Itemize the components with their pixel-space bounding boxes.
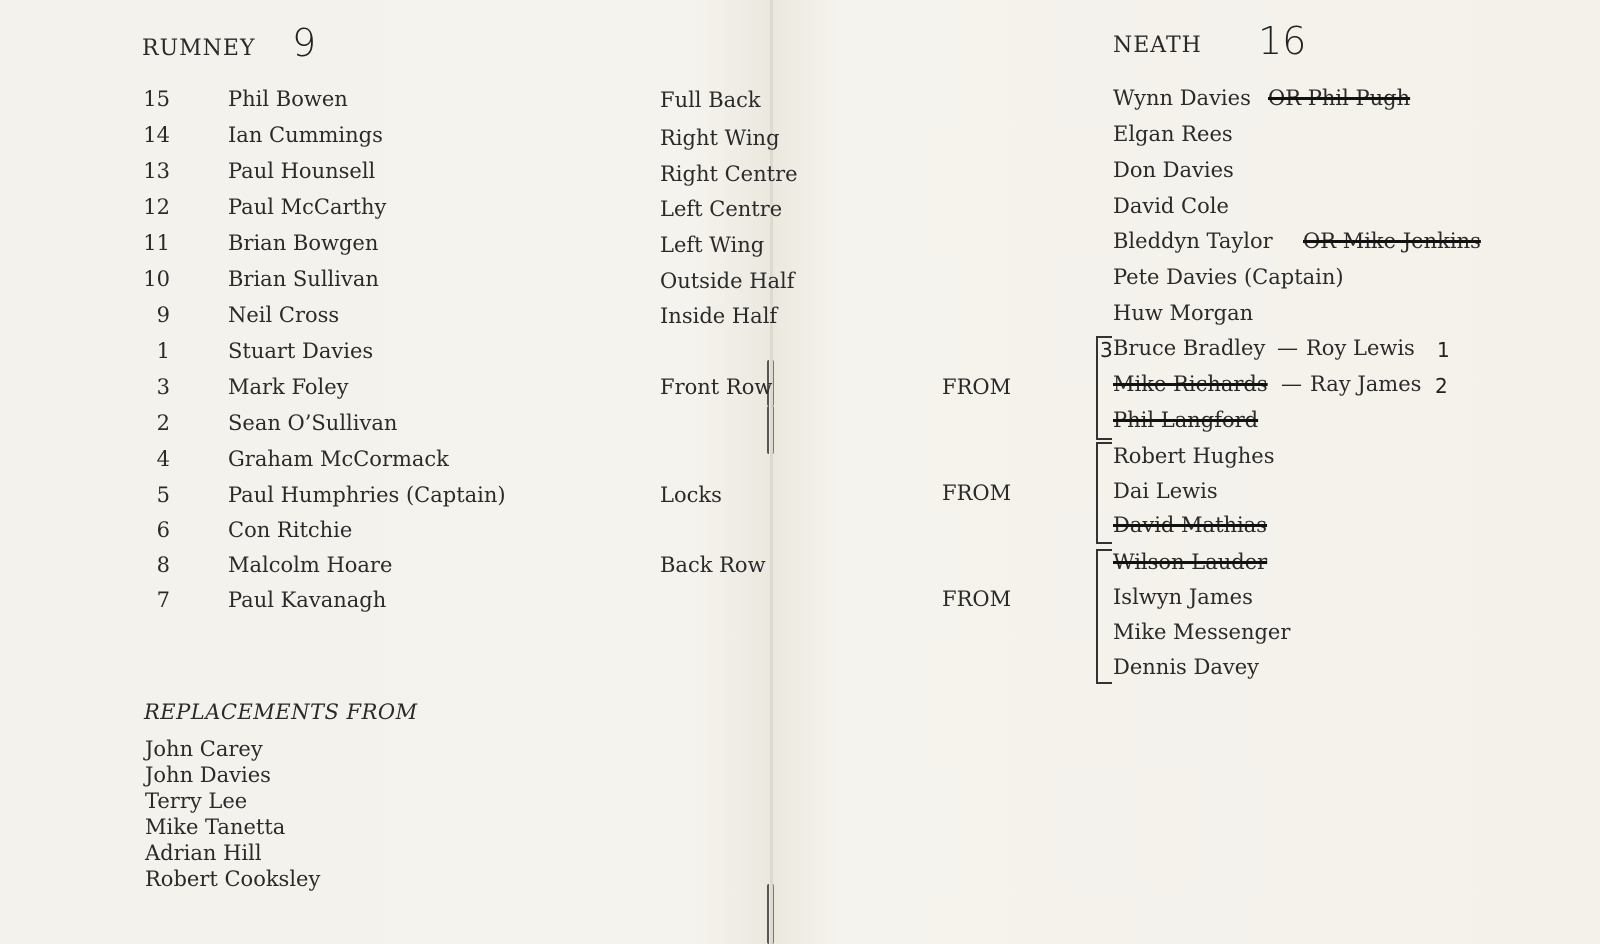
from-label: FROM: [942, 587, 1012, 611]
player-number: 10: [143, 267, 170, 291]
replacement-name: Mike Tanetta: [145, 815, 286, 839]
dash: —: [1277, 336, 1298, 360]
player-name: Don Davies: [1113, 158, 1234, 182]
player-name: Pete Davies (Captain): [1113, 265, 1344, 289]
player-name: Islwyn James: [1113, 585, 1253, 609]
player-number: 13: [143, 159, 170, 183]
player-number: 7: [156, 588, 170, 612]
player-name-crossed-out: Wilson Lauder: [1113, 550, 1268, 574]
player-name: Neil Cross: [228, 303, 340, 327]
replacements-heading: REPLACEMENTS FROM: [144, 700, 418, 724]
player-name: Elgan Rees: [1113, 122, 1233, 146]
player-name: Paul Humphries (Captain): [228, 483, 506, 507]
player-name: Ray James: [1310, 372, 1422, 396]
player-number: 4: [156, 447, 170, 471]
rumney-team-name: RUMNEY: [142, 36, 256, 61]
player-name: Mark Foley: [228, 375, 349, 399]
neath-team-name: NEATH: [1113, 33, 1202, 58]
rumney-score-handwritten: 9: [292, 21, 317, 65]
player-name: Paul Hounsell: [228, 159, 376, 183]
player-name-crossed-out: David Mathias: [1113, 513, 1268, 537]
player-name: Bleddyn Taylor: [1113, 229, 1273, 253]
staple-top-lower: [767, 406, 774, 454]
player-name: Malcolm Hoare: [228, 553, 393, 577]
player-name-crossed-out: Mike Richards: [1113, 372, 1268, 396]
position-label: Outside Half: [660, 269, 795, 293]
player-name: Paul McCarthy: [228, 195, 387, 219]
replacement-name: Robert Cooksley: [145, 867, 321, 891]
left-page: [0, 0, 772, 944]
player-number: 1: [156, 339, 170, 363]
replacement-name: John Davies: [145, 763, 271, 787]
handwritten-annotation: 3: [1100, 338, 1113, 362]
position-label: Full Back: [660, 88, 761, 112]
position-label: Front Row: [660, 375, 773, 399]
from-label: FROM: [942, 481, 1012, 505]
replacement-name: Adrian Hill: [145, 841, 262, 865]
player-name: Brian Bowgen: [228, 231, 379, 255]
player-name: Paul Kavanagh: [228, 588, 387, 612]
neath-score-handwritten: 16: [1258, 19, 1307, 63]
dash: —: [1281, 372, 1302, 396]
position-label: Locks: [660, 483, 722, 507]
player-name: Dennis Davey: [1113, 655, 1259, 679]
player-name: Con Ritchie: [228, 518, 353, 542]
player-number: 6: [156, 518, 170, 542]
position-label: Left Wing: [660, 233, 765, 257]
from-label: FROM: [942, 375, 1012, 399]
player-number: 3: [156, 375, 170, 399]
player-name: Stuart Davies: [228, 339, 374, 363]
position-label: Right Wing: [660, 126, 780, 150]
player-number: 15: [143, 87, 170, 111]
player-number: 8: [156, 553, 170, 577]
player-name: Phil Bowen: [228, 87, 348, 111]
player-name: Sean O’Sullivan: [228, 411, 398, 435]
player-name: Graham McCormack: [228, 447, 449, 471]
player-name: Robert Hughes: [1113, 444, 1275, 468]
player-number: 5: [156, 483, 170, 507]
handwritten-annotation: 2: [1435, 374, 1448, 398]
player-number: 14: [143, 123, 170, 147]
player-name: Huw Morgan: [1113, 301, 1254, 325]
player-name: Wynn Davies: [1113, 86, 1251, 110]
replacement-name: John Carey: [145, 737, 263, 761]
player-name: Bruce Bradley: [1113, 336, 1266, 360]
player-name: Roy Lewis: [1306, 336, 1415, 360]
position-label: Left Centre: [660, 197, 783, 221]
player-name: David Cole: [1113, 194, 1229, 218]
player-number: 11: [143, 231, 170, 255]
player-name: Ian Cummings: [228, 123, 383, 147]
staple-bottom: [767, 884, 774, 944]
player-name: Brian Sullivan: [228, 267, 379, 291]
replacement-name: Terry Lee: [145, 789, 248, 813]
player-number: 12: [143, 195, 170, 219]
player-name: Mike Messenger: [1113, 620, 1291, 644]
player-name-crossed-out: OR Phil Pugh: [1268, 86, 1411, 110]
group-bracket: [1096, 549, 1112, 684]
player-number: 9: [156, 303, 170, 327]
position-label: Back Row: [660, 553, 766, 577]
player-name-crossed-out: Phil Langford: [1113, 408, 1259, 432]
player-name: Dai Lewis: [1113, 479, 1218, 503]
group-bracket: [1096, 442, 1112, 544]
position-label: Inside Half: [660, 304, 778, 328]
player-name-crossed-out: OR Mike Jenkins: [1303, 229, 1481, 253]
handwritten-annotation: 1: [1437, 338, 1450, 362]
player-number: 2: [156, 411, 170, 435]
position-label: Right Centre: [660, 162, 798, 186]
